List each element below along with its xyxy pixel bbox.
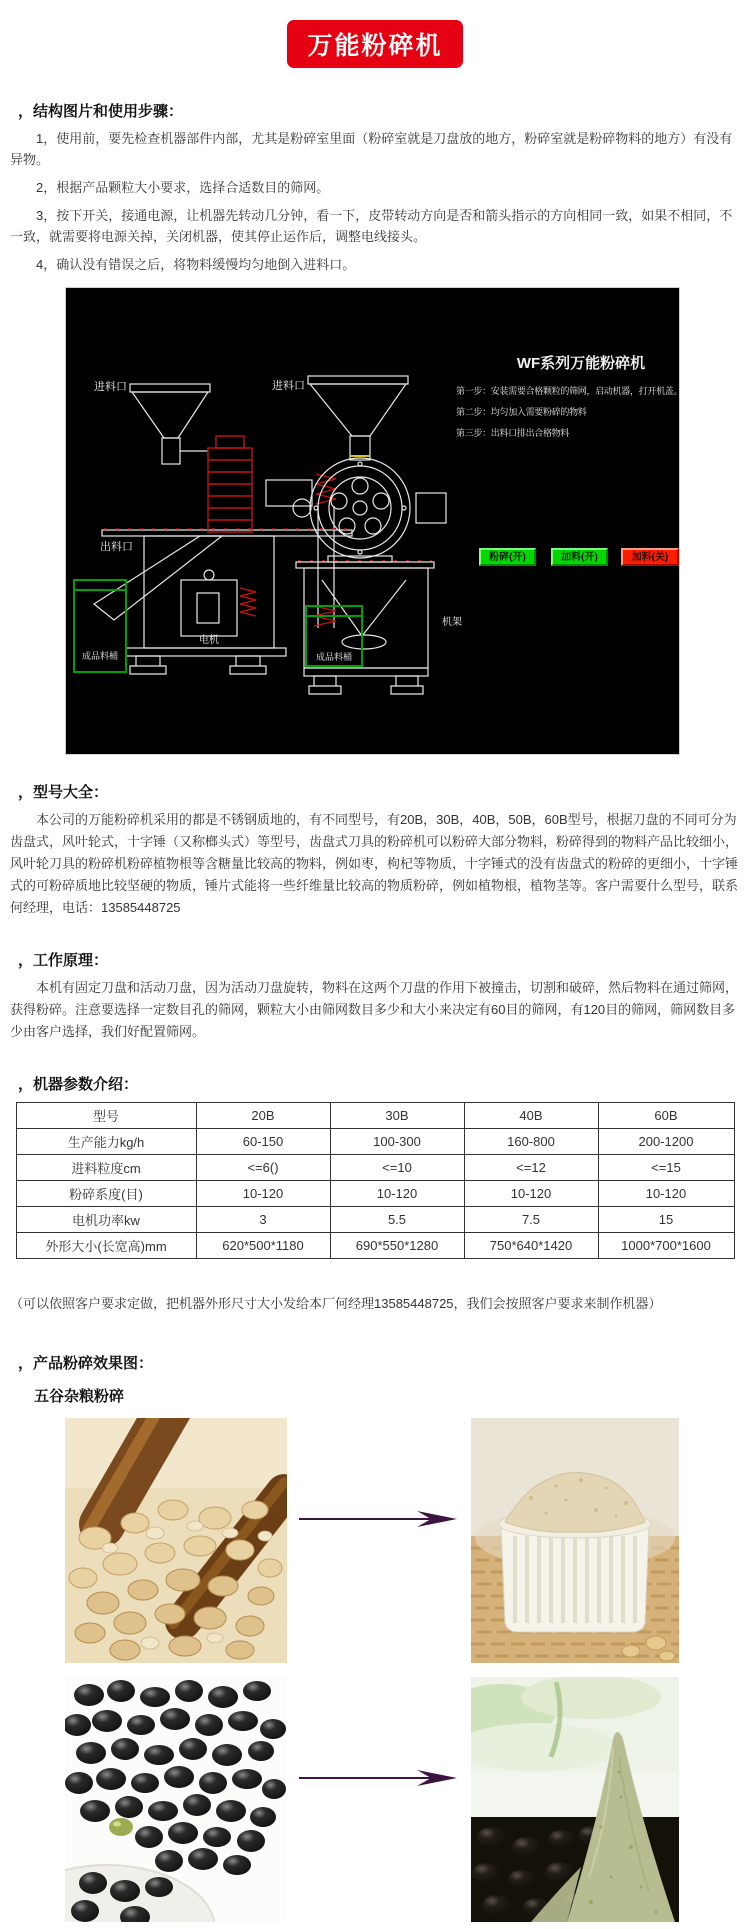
frame-label: 机架 xyxy=(442,617,462,628)
table-cell: 10-120 xyxy=(196,1181,330,1207)
effect-row xyxy=(0,1677,750,1922)
section-principle-heading: ，工作原理： xyxy=(18,952,109,969)
outlet-label: 出料口 xyxy=(100,541,133,553)
table-cell: 100-300 xyxy=(330,1129,464,1155)
oat-flakes-photo xyxy=(65,1418,287,1663)
table-cell: <=15 xyxy=(598,1155,734,1181)
diagram-step: 第一步：安装需要合格颗粒的筛网，启动机器，打开机盖。 xyxy=(456,386,683,396)
principle-paragraph: 本机有固定刀盘和活动刀盘，因为活动刀盘旋转，物料在这两个刀盘的作用下被撞击，切割和破碎，然后物料在通过筛网，获得粉碎。注意要选择一定数目孔的筛网，颗粒大小由筛网数目多少和大小来决定有60目的筛网，有120目的筛网，筛网数目多少由客户选择，我们好配置筛网。 xyxy=(10,980,739,1039)
table-cell: 750*640*1420 xyxy=(464,1233,598,1259)
machine-structure-diagram xyxy=(65,287,683,755)
section-params-heading: ，机器参数介绍： xyxy=(18,1076,139,1093)
diagram-step: 第二步：均匀加入需要粉碎的物料 xyxy=(456,407,587,417)
effects-subheading: 五谷杂粮粉碎 xyxy=(34,1388,125,1405)
page-title: 万能粉碎机 xyxy=(287,20,462,68)
table-cell: 30B xyxy=(330,1103,464,1129)
table-row xyxy=(16,1155,734,1181)
black-beans-photo xyxy=(65,1677,287,1922)
table-row xyxy=(16,1103,734,1129)
table-row xyxy=(16,1129,734,1155)
oat-powder-bowl-photo xyxy=(471,1418,679,1663)
table-cell: <=12 xyxy=(464,1155,598,1181)
feed-off-button-graphic: 加料(关) xyxy=(621,548,679,566)
table-cell: 60-150 xyxy=(196,1129,330,1155)
table-cell: 粉碎系度(目) xyxy=(16,1181,196,1207)
arrow-icon xyxy=(299,1508,463,1530)
black-bean-powder-photo xyxy=(471,1677,679,1922)
red-roller-parts xyxy=(104,436,432,626)
table-cell: 5.5 xyxy=(330,1207,464,1233)
diagram-title: WF系列万能粉碎机 xyxy=(516,355,646,372)
table-cell: 690*550*1280 xyxy=(330,1233,464,1259)
inlet-label-front: 进料口 xyxy=(272,380,305,392)
table-row xyxy=(16,1207,734,1233)
table-cell: 7.5 xyxy=(464,1207,598,1233)
table-cell: 电机功率kw xyxy=(16,1207,196,1233)
table-cell: 160-800 xyxy=(464,1129,598,1155)
feed-on-button-graphic: 加料(开) xyxy=(551,548,608,566)
inlet-label-left: 进料口 xyxy=(94,381,127,393)
table-cell: 20B xyxy=(196,1103,330,1129)
section-structure-heading: ，结构图片和使用步骤： xyxy=(18,103,184,120)
table-row xyxy=(16,1233,734,1259)
table-cell: 1000*700*1600 xyxy=(598,1233,734,1259)
table-cell: 型号 xyxy=(16,1103,196,1129)
table-cell: 10-120 xyxy=(330,1181,464,1207)
motor-label: 电机 xyxy=(199,635,219,646)
effect-row xyxy=(0,1418,750,1663)
usage-step: 4，确认没有错误之后，将物料缓慢均匀地倒入进料口。 xyxy=(36,257,356,272)
arrow-icon xyxy=(299,1767,463,1789)
table-cell: <=10 xyxy=(330,1155,464,1181)
params-table xyxy=(16,1102,735,1259)
table-cell: 10-120 xyxy=(464,1181,598,1207)
usage-step: 1，使用前，要先检查机器部件内部，尤其是粉碎室里面（粉碎室就是刀盘放的地方，粉碎室就是粉碎物料的地方）有没有异物。 xyxy=(10,131,733,167)
table-cell: 60B xyxy=(598,1103,734,1129)
table-cell: 200-1200 xyxy=(598,1129,734,1155)
usage-step: 3，按下开关，接通电源，让机器先转动几分钟，看一下，皮带转动方向是否和箭头指示的方向相同一致，如果不相同，不一致，就需要将电源关掉，关闭机器，使其停止运作后，调整电线接头。 xyxy=(10,208,733,244)
table-cell: 15 xyxy=(598,1207,734,1233)
table-row xyxy=(16,1181,734,1207)
crush-on-button-graphic: 粉碎(开) xyxy=(479,548,536,566)
section-effects-heading: ，产品粉碎效果图： xyxy=(18,1355,154,1372)
table-cell: <=6() xyxy=(196,1155,330,1181)
custom-order-note: （可以依照客户要求定做，把机器外形尺寸大小发给本厂何经理13585448725，我们会按照客户要求来制作机器） xyxy=(10,1296,662,1311)
table-cell: 40B xyxy=(464,1103,598,1129)
usage-step: 2，根据产品颗粒大小要求，选择合适数目的筛网。 xyxy=(36,180,330,195)
green-bean xyxy=(109,1818,133,1836)
barrel-label-left: 成品料桶 xyxy=(81,651,119,661)
diagram-step: 第三步：出料口排出合格物料 xyxy=(456,428,570,438)
section-models-heading: ，型号大全： xyxy=(18,784,109,801)
table-cell: 生产能力kg/h xyxy=(16,1129,196,1155)
table-cell: 10-120 xyxy=(598,1181,734,1207)
models-paragraph: 本公司的万能粉碎机采用的都是不锈钢质地的，有不同型号，有20B，30B，40B，50B，60B型号，根据刀盘的不同可分为齿盘式，风叶轮式，十字锤（又称榔头式）等型号，齿盘式刀具的粉碎机可以粉碎大部分物料，粉碎得到的物料产品比较细小，风叶轮刀具的粉碎机粉碎植物根等含糖量比较高的物料，例如枣，枸杞等物质，十字锤式的没有齿盘式的粉碎的更细小，十字锤式的可粉碎质地比较坚硬的物质，锤片式能将一些纤维量比较高的物质粉碎，例如植物根，植物茎等。客户需要什么型号，联系何经理，电话：13585448725 xyxy=(10,812,739,915)
barrel-label-front: 成品料桶 xyxy=(315,652,353,662)
table-cell: 进料粒度cm xyxy=(16,1155,196,1181)
table-cell: 3 xyxy=(196,1207,330,1233)
table-cell: 620*500*1180 xyxy=(196,1233,330,1259)
table-cell: 外形大小(长宽高)mm xyxy=(16,1233,196,1259)
